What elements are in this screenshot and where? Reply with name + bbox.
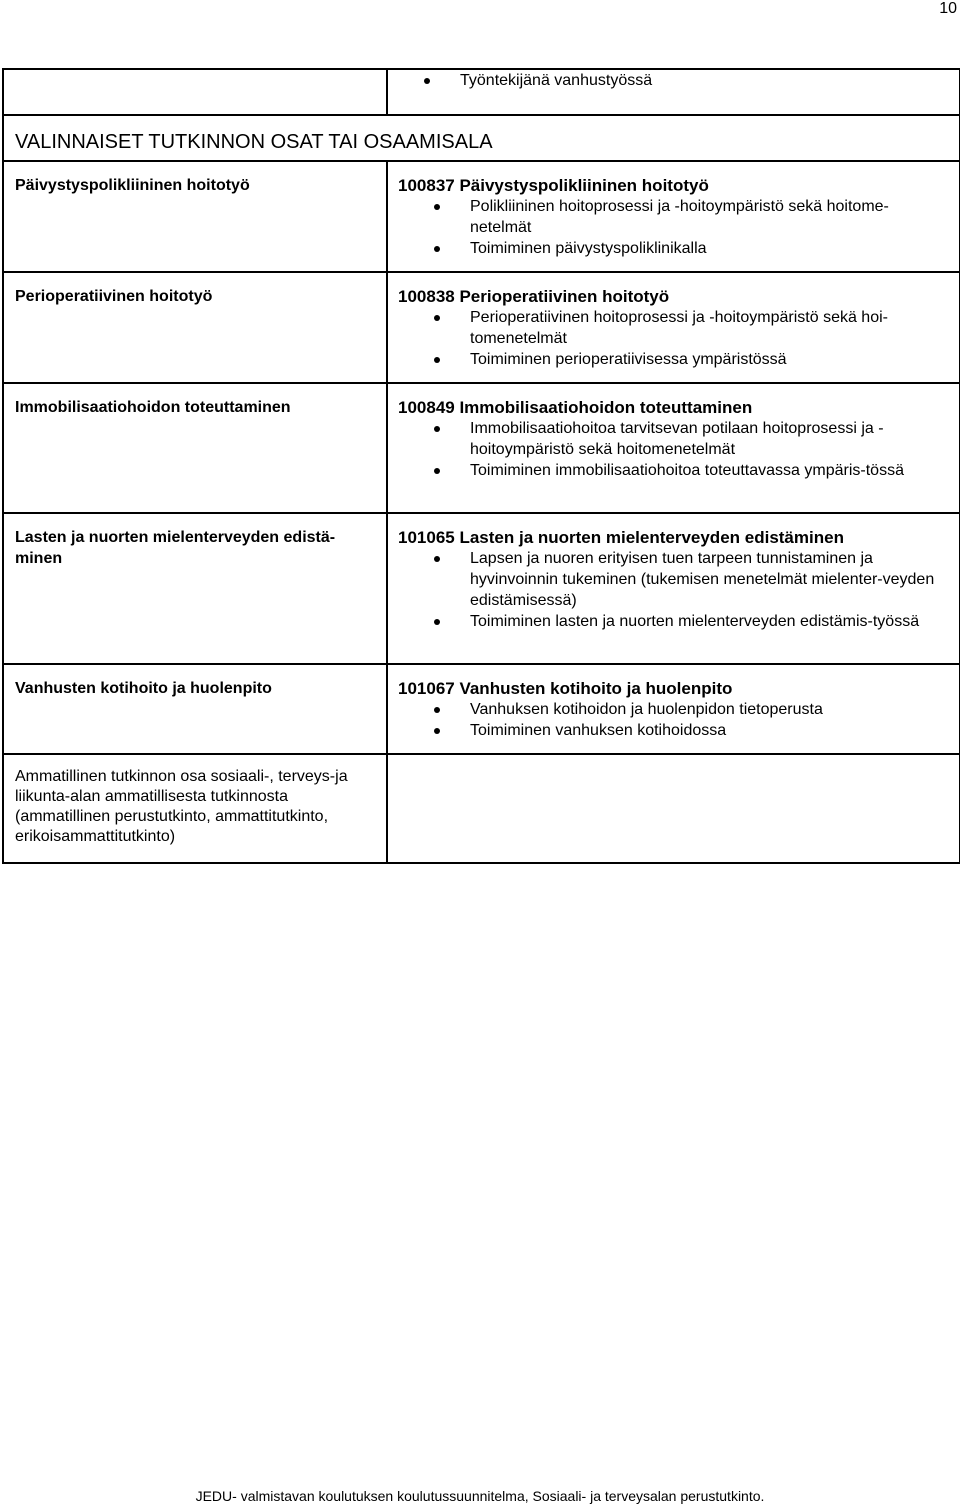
row-label: Vanhusten kotihoito ja huolenpito bbox=[3, 664, 387, 754]
unit-title: 101065 Lasten ja nuorten mielenterveyden edistäminen bbox=[398, 528, 844, 547]
unit-cell bbox=[387, 513, 960, 664]
list-item: Polikliininen hoitoprosessi ja -hoitoympäristö sekä hoitome-netelmät bbox=[470, 196, 945, 238]
unit-cell bbox=[387, 383, 960, 513]
row-label: Ammatillinen tutkinnon osa sosiaali-, terveys-ja liikunta-alan ammatillisesta tutkinnosta (ammatillinen perustutkinto, ammattitutkinto, erikoisammattitutkinto) bbox=[3, 754, 387, 863]
table-row bbox=[3, 272, 960, 383]
row-label: Perioperatiivinen hoitotyö bbox=[3, 272, 387, 383]
table-row bbox=[3, 754, 960, 863]
list-item: Työntekijänä vanhustyössä bbox=[460, 70, 959, 91]
unit-cell bbox=[387, 161, 960, 272]
unit-title: 100837 Päivystyspolikliininen hoitotyö bbox=[398, 176, 709, 195]
list-item: Perioperatiivinen hoitoprosessi ja -hoitoympäristö sekä hoi-tomenetelmät bbox=[470, 307, 945, 349]
list-item: Toimiminen päivystyspoliklinikalla bbox=[470, 238, 945, 259]
page-footer: JEDU- valmistavan koulutuksen koulutussuunnitelma, Sosiaali- ja terveysalan perustutkinto. bbox=[195, 1488, 765, 1504]
unit-title: 101067 Vanhusten kotihoito ja huolenpito bbox=[398, 679, 733, 698]
table-row bbox=[3, 664, 960, 754]
list-item: Vanhuksen kotihoidon ja huolenpidon tietoperusta bbox=[470, 699, 945, 720]
list-item: Immobilisaatiohoitoa tarvitsevan potilaan hoitoprosessi ja -hoitoympäristö sekä hoitomenetelmät bbox=[470, 418, 945, 460]
unit-cell bbox=[387, 272, 960, 383]
empty-cell bbox=[3, 69, 387, 115]
curriculum-table bbox=[2, 68, 960, 864]
list-item: Toimiminen lasten ja nuorten mielenterveyden edistämis-työssä bbox=[470, 611, 945, 632]
row-label: Lasten ja nuorten mielenterveyden edistä-minen bbox=[3, 513, 387, 664]
table-row bbox=[3, 69, 960, 115]
section-title: VALINNAISET TUTKINNON OSAT TAI OSAAMISALA bbox=[15, 131, 493, 153]
table-row bbox=[3, 513, 960, 664]
list-item: Toimiminen perioperatiivisessa ympäristössä bbox=[470, 349, 945, 370]
list-item: Lapsen ja nuoren erityisen tuen tarpeen tunnistaminen ja hyvinvoinnin tukeminen (tukemisen menetelmät mielenter-veyden edistämisessä) bbox=[470, 548, 945, 611]
list-item: Toimiminen immobilisaatiohoitoa toteuttavassa ympäris-tössä bbox=[470, 460, 945, 481]
table-row bbox=[3, 161, 960, 272]
table-row bbox=[3, 115, 960, 161]
section-title-cell bbox=[3, 115, 960, 161]
header-bullet-cell bbox=[387, 69, 960, 115]
row-label: Immobilisaatiohoidon toteuttaminen bbox=[3, 383, 387, 513]
list-item: Toimiminen vanhuksen kotihoidossa bbox=[470, 720, 945, 741]
unit-title: 100849 Immobilisaatiohoidon toteuttaminen bbox=[398, 398, 753, 417]
page-number: 10 bbox=[939, 0, 957, 17]
row-label: Päivystyspolikliininen hoitotyö bbox=[3, 161, 387, 272]
unit-cell bbox=[387, 664, 960, 754]
unit-title: 100838 Perioperatiivinen hoitotyö bbox=[398, 287, 670, 306]
table-row bbox=[3, 383, 960, 513]
empty-cell bbox=[387, 754, 960, 863]
